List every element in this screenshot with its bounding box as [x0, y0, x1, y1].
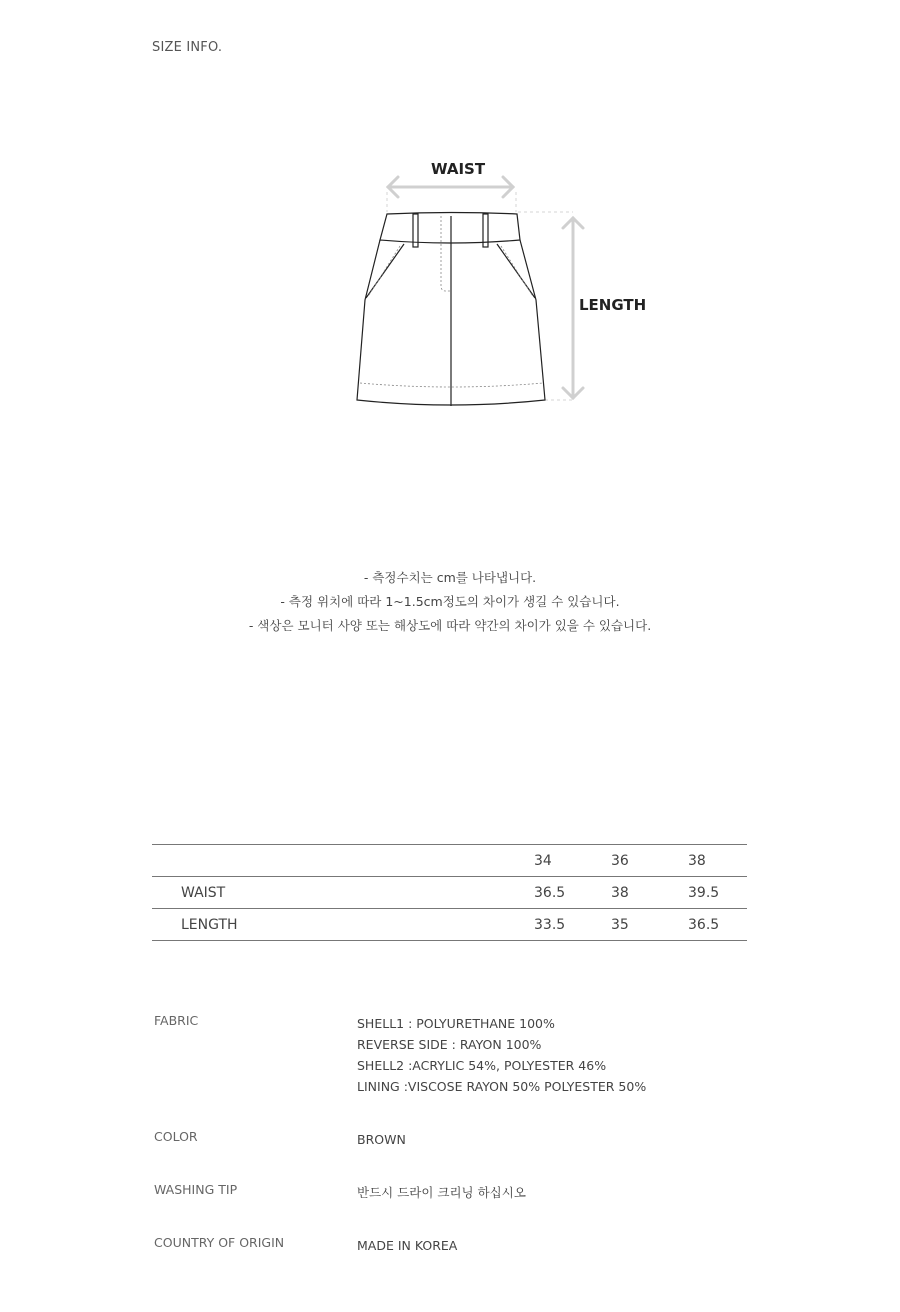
table-cell: 35 — [611, 909, 688, 941]
row-label: WAIST — [152, 877, 534, 909]
size-header: 34 — [534, 845, 611, 877]
washing-label: WASHING TIP — [154, 1182, 238, 1197]
color-label: COLOR — [154, 1129, 198, 1144]
size-table — [152, 844, 747, 941]
fabric-line: SHELL1 : POLYURETHANE 100% — [357, 1016, 555, 1031]
waist-arrow — [388, 177, 513, 197]
skirt-diagram — [340, 150, 660, 420]
fabric-label: FABRIC — [154, 1013, 199, 1028]
fabric-line: SHELL2 :ACRYLIC 54%, POLYESTER 46% — [357, 1058, 607, 1073]
table-cell: 38 — [611, 877, 688, 909]
waist-label: WAIST — [431, 160, 486, 178]
section-title: SIZE INFO. — [152, 40, 223, 55]
table-row — [152, 877, 747, 909]
origin-value: MADE IN KOREA — [357, 1238, 458, 1253]
length-label: LENGTH — [579, 296, 647, 314]
table-cell: 36.5 — [534, 877, 611, 909]
table-cell: 39.5 — [688, 877, 747, 909]
measurement-notes — [0, 566, 900, 638]
size-header: 36 — [611, 845, 688, 877]
note-line: - 측정수치는 cm를 나타냅니다. — [363, 570, 537, 585]
note-line: - 색상은 모니터 사양 또는 해상도에 따라 약간의 차이가 있을 수 있습니다. — [248, 618, 652, 633]
table-cell — [152, 845, 534, 877]
fabric-line: REVERSE SIDE : RAYON 100% — [357, 1037, 542, 1052]
row-label: LENGTH — [152, 909, 534, 941]
skirt-outline — [357, 213, 545, 407]
size-header: 38 — [688, 845, 747, 877]
fabric-line: LINING :VISCOSE RAYON 50% POLYESTER 50% — [357, 1079, 647, 1094]
table-cell: 33.5 — [534, 909, 611, 941]
note-line: - 측정 위치에 따라 1~1.5cm정도의 차이가 생길 수 있습니다. — [280, 594, 620, 609]
table-row — [152, 909, 747, 941]
washing-value: 반드시 드라이 크리닝 하십시오 — [357, 1185, 526, 1200]
table-cell: 36.5 — [688, 909, 747, 941]
table-header-row — [152, 845, 747, 877]
color-value: BROWN — [357, 1132, 406, 1147]
fabric-values — [357, 1013, 757, 1097]
origin-label: COUNTRY OF ORIGIN — [154, 1235, 285, 1250]
